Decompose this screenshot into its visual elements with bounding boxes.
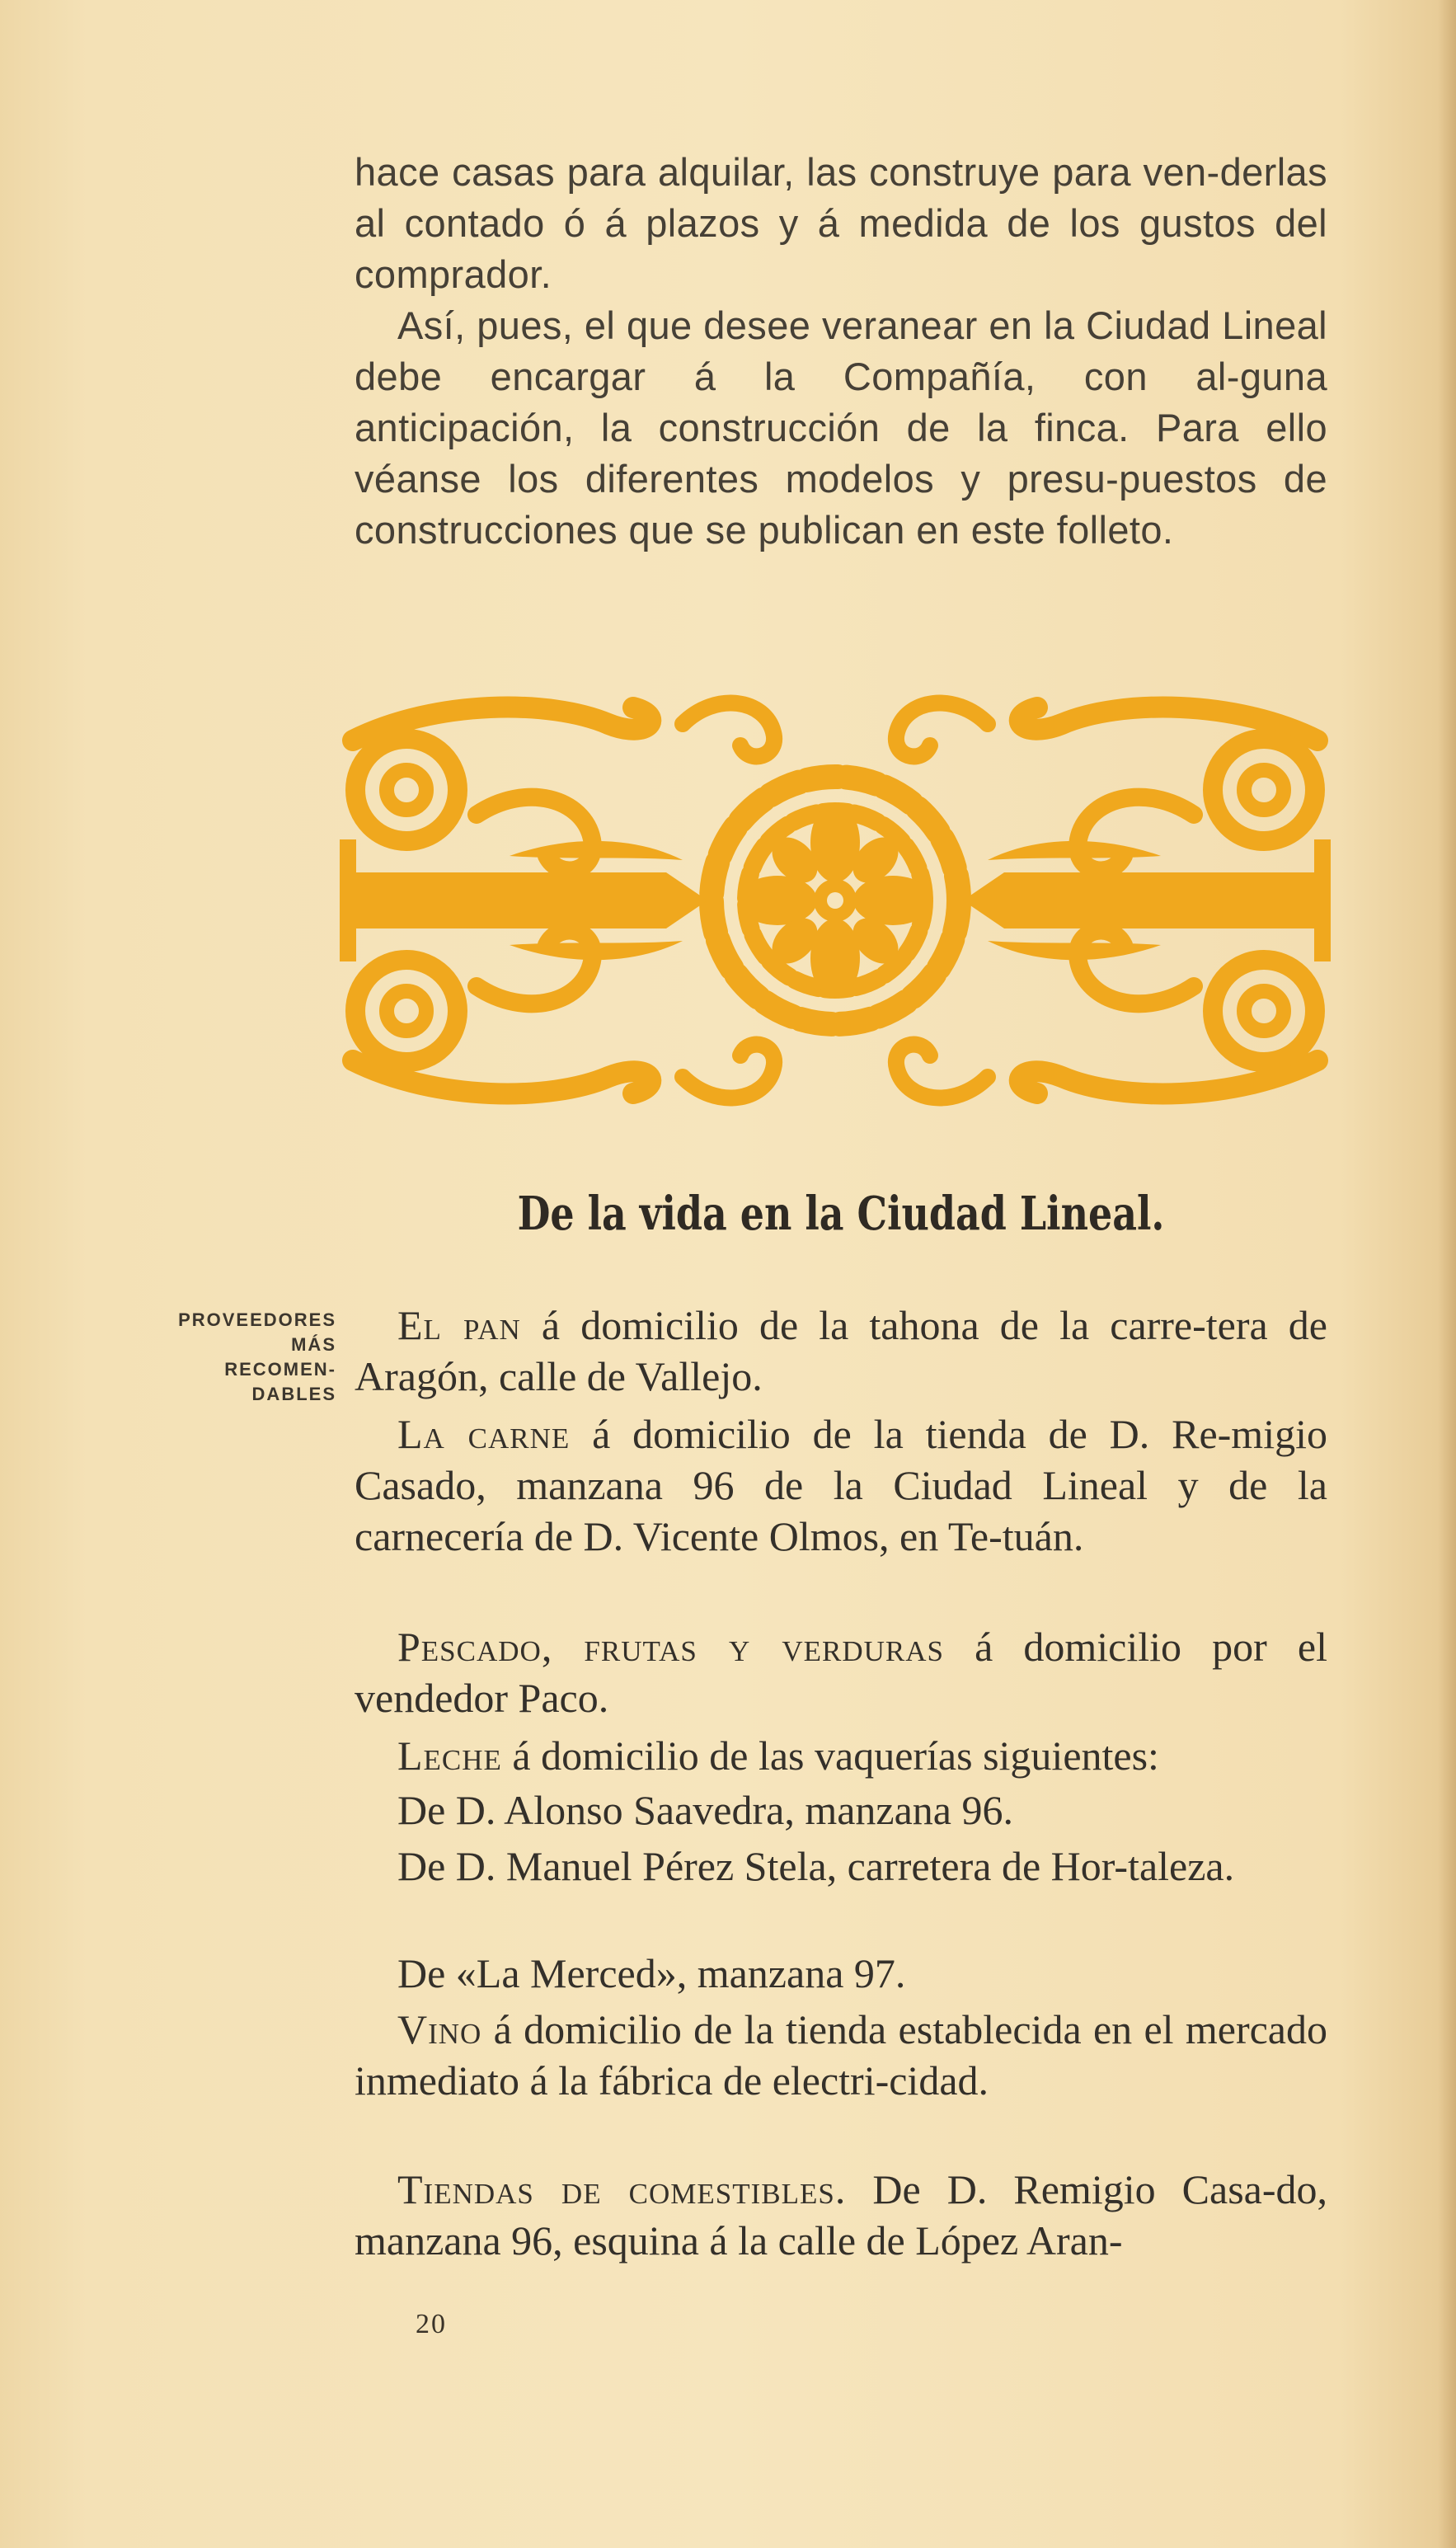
margin-note: PROVEEDORES MÁS RECOMEN- DABLES (178, 1309, 336, 1404)
entry-text: á domicilio por el vendedor Paco. (355, 1624, 1327, 1721)
entry-text: á domicilio de la tahona de la carre-tera de Aragón, calle de Vallejo. (355, 1302, 1327, 1399)
entry-text: De D. Alonso Saavedra, manzana 96. (397, 1787, 1013, 1833)
entry-milk (355, 1730, 1327, 1781)
entry-text: á domicilio de la tienda establecida en el mercado inmediato á la fábrica de electri-cidad. (355, 2006, 1327, 2104)
entry-groceries (355, 2164, 1327, 2266)
entry-milk-supplier-3 (355, 1948, 1327, 1999)
entry-lead: Leche (397, 1732, 502, 1779)
entry-lead: Vino (397, 2006, 482, 2052)
entry-text: De D. Manuel Pérez Stela, carretera de Hor-taleza. (397, 1843, 1235, 1889)
entry-lead: La carne (397, 1411, 571, 1457)
intro-paragraph-2: Así, pues, el que desee veranear en la Ciudad Lineal debe encargar á la Compañía, con al-guna anticipación, la construcción de la finca. Para ello véanse los diferentes modelos y presu-puestos de construcciones que se publican en este folleto. (355, 303, 1327, 552)
entry-milk-supplier-1 (355, 1784, 1327, 1836)
entry-lead: Pescado, frutas y verduras (397, 1624, 944, 1670)
entry-milk-supplier-2 (355, 1840, 1327, 1892)
entry-text: De D. Remigio Casa-do, manzana 96, esquina á la calle de López Aran- (355, 2166, 1328, 2264)
entry-fish (355, 1621, 1327, 1723)
intro-paragraph-1: hace casas para alquilar, las construye para ven-derlas al contado ó á plazos y á medida de los gustos del comprador. (355, 150, 1327, 296)
decorative-ornament (336, 691, 1334, 1110)
entry-text: á domicilio de las vaquerías siguientes: (501, 1732, 1159, 1779)
entry-wine (355, 2004, 1327, 2106)
entry-lead: El pan (397, 1302, 521, 1348)
entry-text: De «La Merced», manzana 97. (397, 1950, 906, 1996)
section-title: De la vida en la Ciudad Lineal. (517, 1187, 1165, 1241)
entry-text: á domicilio de la tienda de D. Re-migio Casado, manzana 96 de la Ciudad Lineal y de la carnecería de D. Vicente Olmos, en Te-tuán. (355, 1411, 1327, 1559)
page-number: 20 (416, 2309, 447, 2339)
page-edge-shadow (1438, 0, 1456, 2548)
entry-bread (355, 1300, 1327, 1402)
entry-lead: Tiendas de comestibles. (397, 2166, 847, 2212)
entry-meat (355, 1408, 1327, 1562)
